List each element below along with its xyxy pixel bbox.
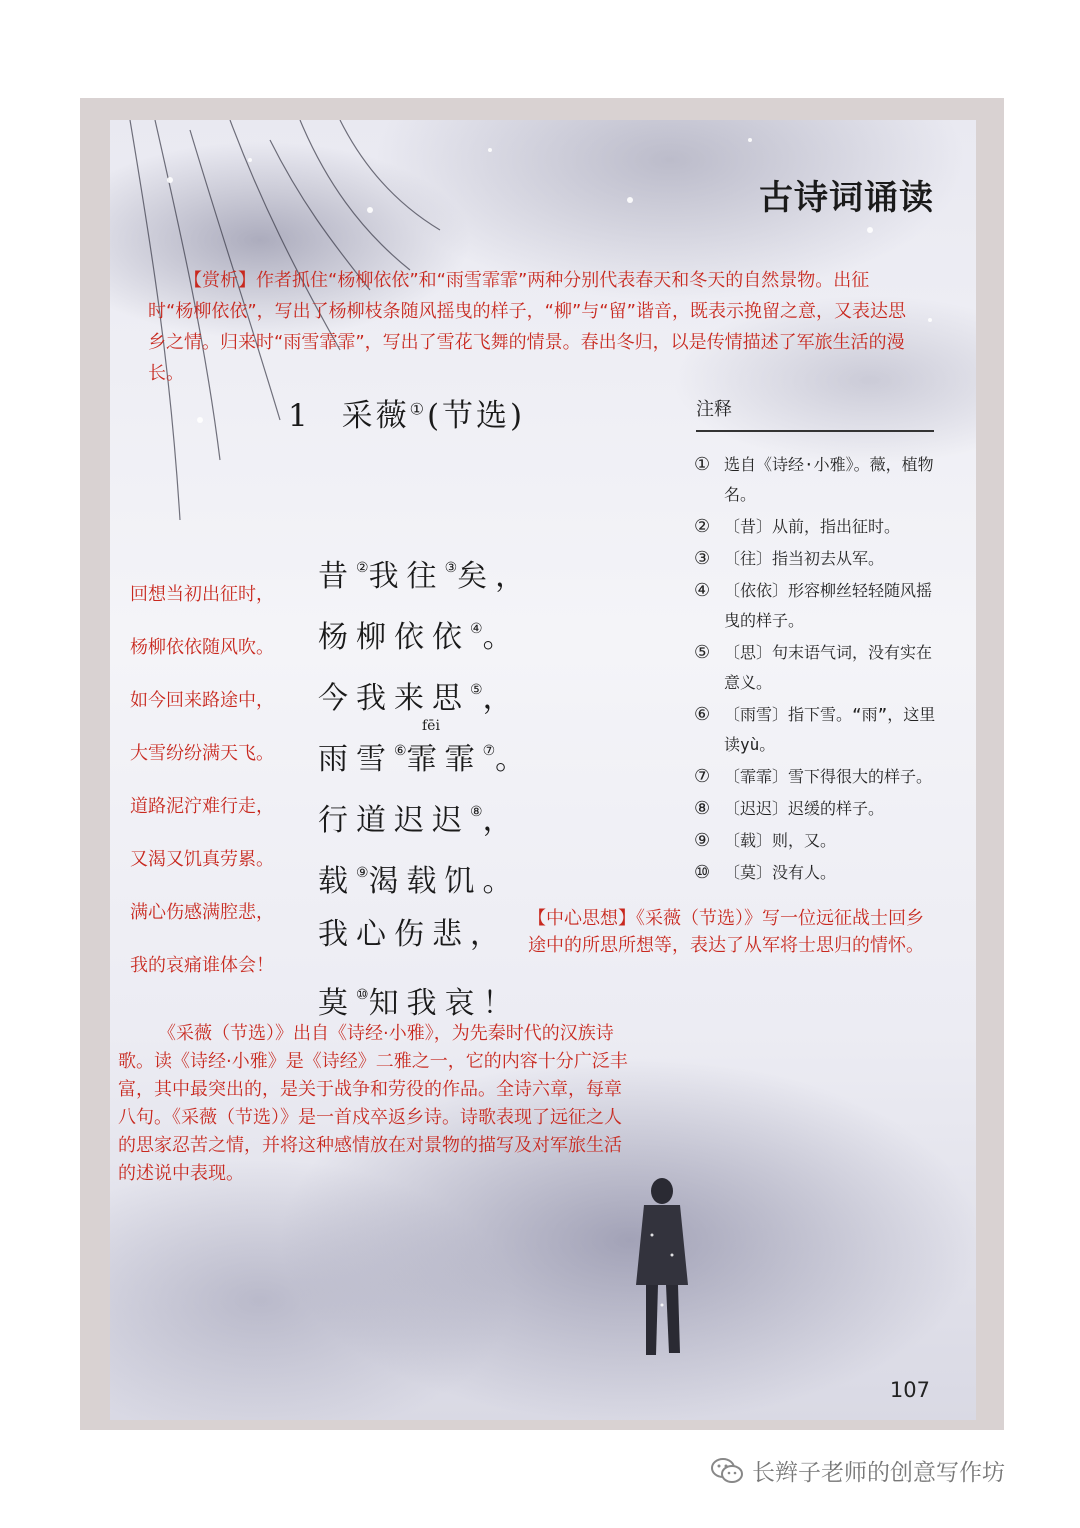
translation-line: 我的哀痛谁体会！	[130, 955, 274, 976]
poem-text: 雨雪	[318, 742, 394, 777]
poem-line	[318, 965, 533, 1026]
poem-text: 矣，	[457, 559, 534, 594]
note-item	[694, 450, 944, 510]
translation-column	[130, 568, 274, 992]
note-number: ⑩	[694, 862, 711, 883]
note-marker: ⑧	[470, 804, 483, 820]
notes-divider	[696, 430, 934, 432]
translation-line: 杨柳依依随风吹。	[130, 637, 274, 658]
translation-line: 如今回来路途中，	[130, 690, 274, 711]
note-item	[694, 762, 944, 792]
note-text: 〔依依〕形容柳丝轻轻随风摇曳的样子。	[724, 581, 933, 630]
poem-line	[318, 660, 533, 721]
notes-heading: 注释	[696, 399, 732, 420]
note-text: 〔往〕指当初去从军。	[724, 549, 885, 568]
note-marker: ⑩	[356, 987, 369, 1003]
poem-text: 昔	[318, 559, 356, 594]
poem-line	[318, 599, 533, 660]
note-marker: ⑥	[394, 743, 407, 759]
note-number: ⑦	[694, 766, 711, 787]
note-item	[694, 794, 944, 824]
page-number: 107	[889, 1378, 930, 1402]
note-marker: ⑨	[356, 865, 369, 881]
note-text: 〔载〕则，又。	[724, 831, 837, 850]
note-item	[694, 576, 944, 636]
note-number: ④	[694, 580, 711, 601]
appreciation-paragraph: 【赏析】作者抓住“杨柳依依”和“雨雪霏霏”两种分别代表春天和冬天的自然景物。出征时“杨柳依依”，写出了杨柳枝条随风摇曳的样子，“柳”与“留”谐音，既表示挽留之意，又表达思乡之情。归来时“雨雪霏霏”，写出了雪花飞舞的情景。春出冬归，以是传情描述了军旅生活的漫长。	[148, 270, 906, 384]
watermark-text: 长辫子老师的创意写作坊	[752, 1460, 1005, 1486]
note-text: 〔迟迟〕迟缓的样子。	[724, 799, 885, 818]
note-marker: ②	[356, 560, 369, 576]
note-item	[694, 544, 944, 574]
textbook-page	[110, 120, 976, 1420]
note-text: 〔霏霏〕雪下得很大的样子。	[724, 767, 933, 786]
soldier-illustration	[622, 1175, 702, 1365]
poem-text: 渴载饥。	[368, 864, 521, 899]
poem-text: 今我来思	[318, 681, 470, 716]
note-item	[694, 700, 944, 760]
poem-line	[318, 718, 534, 782]
note-item	[694, 638, 944, 698]
note-marker: ④	[470, 621, 483, 637]
note-text: 〔雨雪〕指下雪。“雨”，这里读yù。	[724, 705, 936, 754]
note-number: ⑧	[694, 798, 711, 819]
poem-title	[288, 390, 525, 435]
poem-text: 载	[318, 864, 356, 899]
note-item	[694, 826, 944, 856]
note-number: ⑤	[694, 642, 711, 663]
translation-line: 又渴又饥真劳累。	[130, 849, 274, 870]
pinyin-annotation: fēi	[422, 718, 440, 734]
poem-text: 霏霏	[406, 742, 483, 777]
wechat-icon	[710, 1457, 744, 1485]
poem-text: 我心伤悲，	[318, 917, 508, 952]
note-item	[694, 512, 944, 542]
poem-title-text: 采薇	[341, 398, 410, 434]
poem-text: ，	[482, 803, 521, 838]
poem-line	[318, 538, 533, 599]
central-idea-paragraph: 【中心思想】《采薇（节选）》写一位远征战士回乡途中的所思所想等，表达了从军将士思归的情怀。	[528, 908, 924, 956]
note-text: 选自《诗经·小雅》。薇，植物名。	[724, 455, 934, 504]
note-item	[694, 858, 944, 888]
translation-line: 道路泥泞难行走，	[130, 796, 274, 817]
section-title: 古诗词诵读	[759, 178, 934, 218]
poem-subtitle: (节选)	[426, 398, 526, 434]
note-number: ③	[694, 548, 711, 569]
poem-text: 行道迟迟	[318, 803, 470, 838]
poem-line	[318, 904, 533, 965]
poem-text: ，	[482, 681, 521, 716]
poem-line	[318, 843, 533, 904]
poem-text: 我往	[368, 559, 445, 594]
note-text: 〔昔〕从前，指出征时。	[724, 517, 901, 536]
poem-text: 莫	[318, 986, 356, 1021]
poem-body	[318, 538, 533, 1026]
note-number: ①	[694, 454, 711, 475]
notes-list	[694, 450, 944, 890]
poem-title-note-marker: ①	[409, 399, 427, 419]
poem-text: 知我哀！	[368, 986, 521, 1021]
note-marker: ③	[444, 560, 458, 576]
note-text: 〔思〕句末语气词，没有实在意义。	[724, 643, 933, 692]
note-number: ②	[694, 516, 711, 537]
note-marker: ⑤	[470, 682, 483, 698]
translation-line: 回想当初出征时，	[130, 584, 274, 605]
note-text: 〔莫〕没有人。	[724, 863, 837, 882]
poem-line	[318, 782, 533, 843]
note-number: ⑥	[694, 704, 711, 725]
watermark	[710, 1454, 1005, 1487]
poem-text: 。	[482, 620, 521, 655]
poem-text: 杨柳依依	[318, 620, 470, 655]
translation-line: 大雪纷纷满天飞。	[130, 743, 274, 764]
note-marker: ⑦	[482, 743, 496, 759]
intro-paragraph: 《采薇（节选）》出自《诗经·小雅》，为先秦时代的汉族诗歌。读《诗经·小雅》是《诗经》二雅之一，它的内容十分广泛丰富，其中最突出的，是关于战争和劳役的作品。全诗六章，每章八句。《采薇（节选）》是一首戍卒返乡诗。诗歌表现了远征之人的思家忍苦之情，并将这种感情放在对景物的描写及对军旅生活的述说中表现。	[118, 1023, 628, 1184]
translation-line: 满心伤感满腔悲，	[130, 902, 274, 923]
note-number: ⑨	[694, 830, 711, 851]
poem-text: 。	[495, 742, 534, 777]
poem-number: 1	[288, 398, 311, 434]
